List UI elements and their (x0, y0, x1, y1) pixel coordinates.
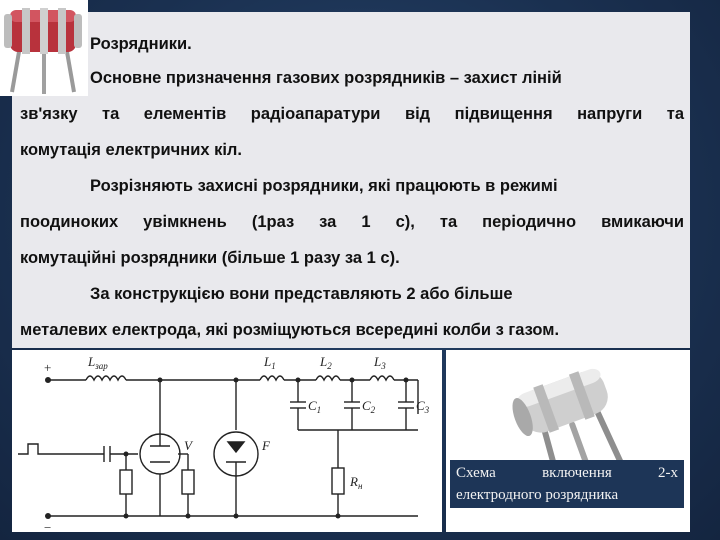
paragraph-2-line-1: Розрізняють захисні розрядники, які працюють в режимі (90, 177, 558, 195)
f-label: F (262, 438, 270, 453)
l-zap-label: $L_{зар}$ (88, 354, 108, 371)
l2-label: $L_2$ (320, 354, 332, 371)
paragraph-3-line-1: За конструкцією вони представляють 2 або більше (90, 285, 513, 303)
caption-line-1: Схема включення 2-х (456, 465, 678, 481)
paragraph-3-line-2: металевих електрода, які розміщуються всередині колби з газом. (20, 321, 560, 339)
circuit-schematic (12, 350, 442, 532)
paragraph-2-line-3: комутаційні розрядники (більше 1 разу за 1 с). (20, 249, 400, 267)
c3-label: $C_3$ (416, 398, 430, 415)
c1-label: $C_1$ (308, 398, 322, 415)
text-panel (12, 12, 690, 348)
v-label: V (184, 438, 192, 453)
plus-terminal-label: + (44, 360, 52, 375)
figure-caption (450, 460, 684, 508)
paragraph-2-line-2: поодиноких увімкнень (1раз за 1 с), та періодично вмикаючи (20, 213, 684, 231)
rn-label: $R_н$ (350, 474, 363, 491)
slide-title: Розрядники. (90, 35, 192, 53)
l3-label: $L_3$ (374, 354, 386, 371)
minus-terminal-label: − (44, 520, 52, 532)
c2-label: $C_2$ (362, 398, 376, 415)
paragraph-1-line-2: зв'язку та елементів радіоапаратури від підвищення напруги та (20, 105, 684, 123)
paragraph-1-line-3: комутація електричних кіл. (20, 141, 243, 159)
arrester-photo-top (0, 0, 88, 96)
l1-label: $L_1$ (264, 354, 276, 371)
caption-line-2: електродного розрядника (456, 487, 619, 503)
paragraph-1-line-1: Основне призначення газових розрядників – захист ліній (90, 69, 562, 87)
